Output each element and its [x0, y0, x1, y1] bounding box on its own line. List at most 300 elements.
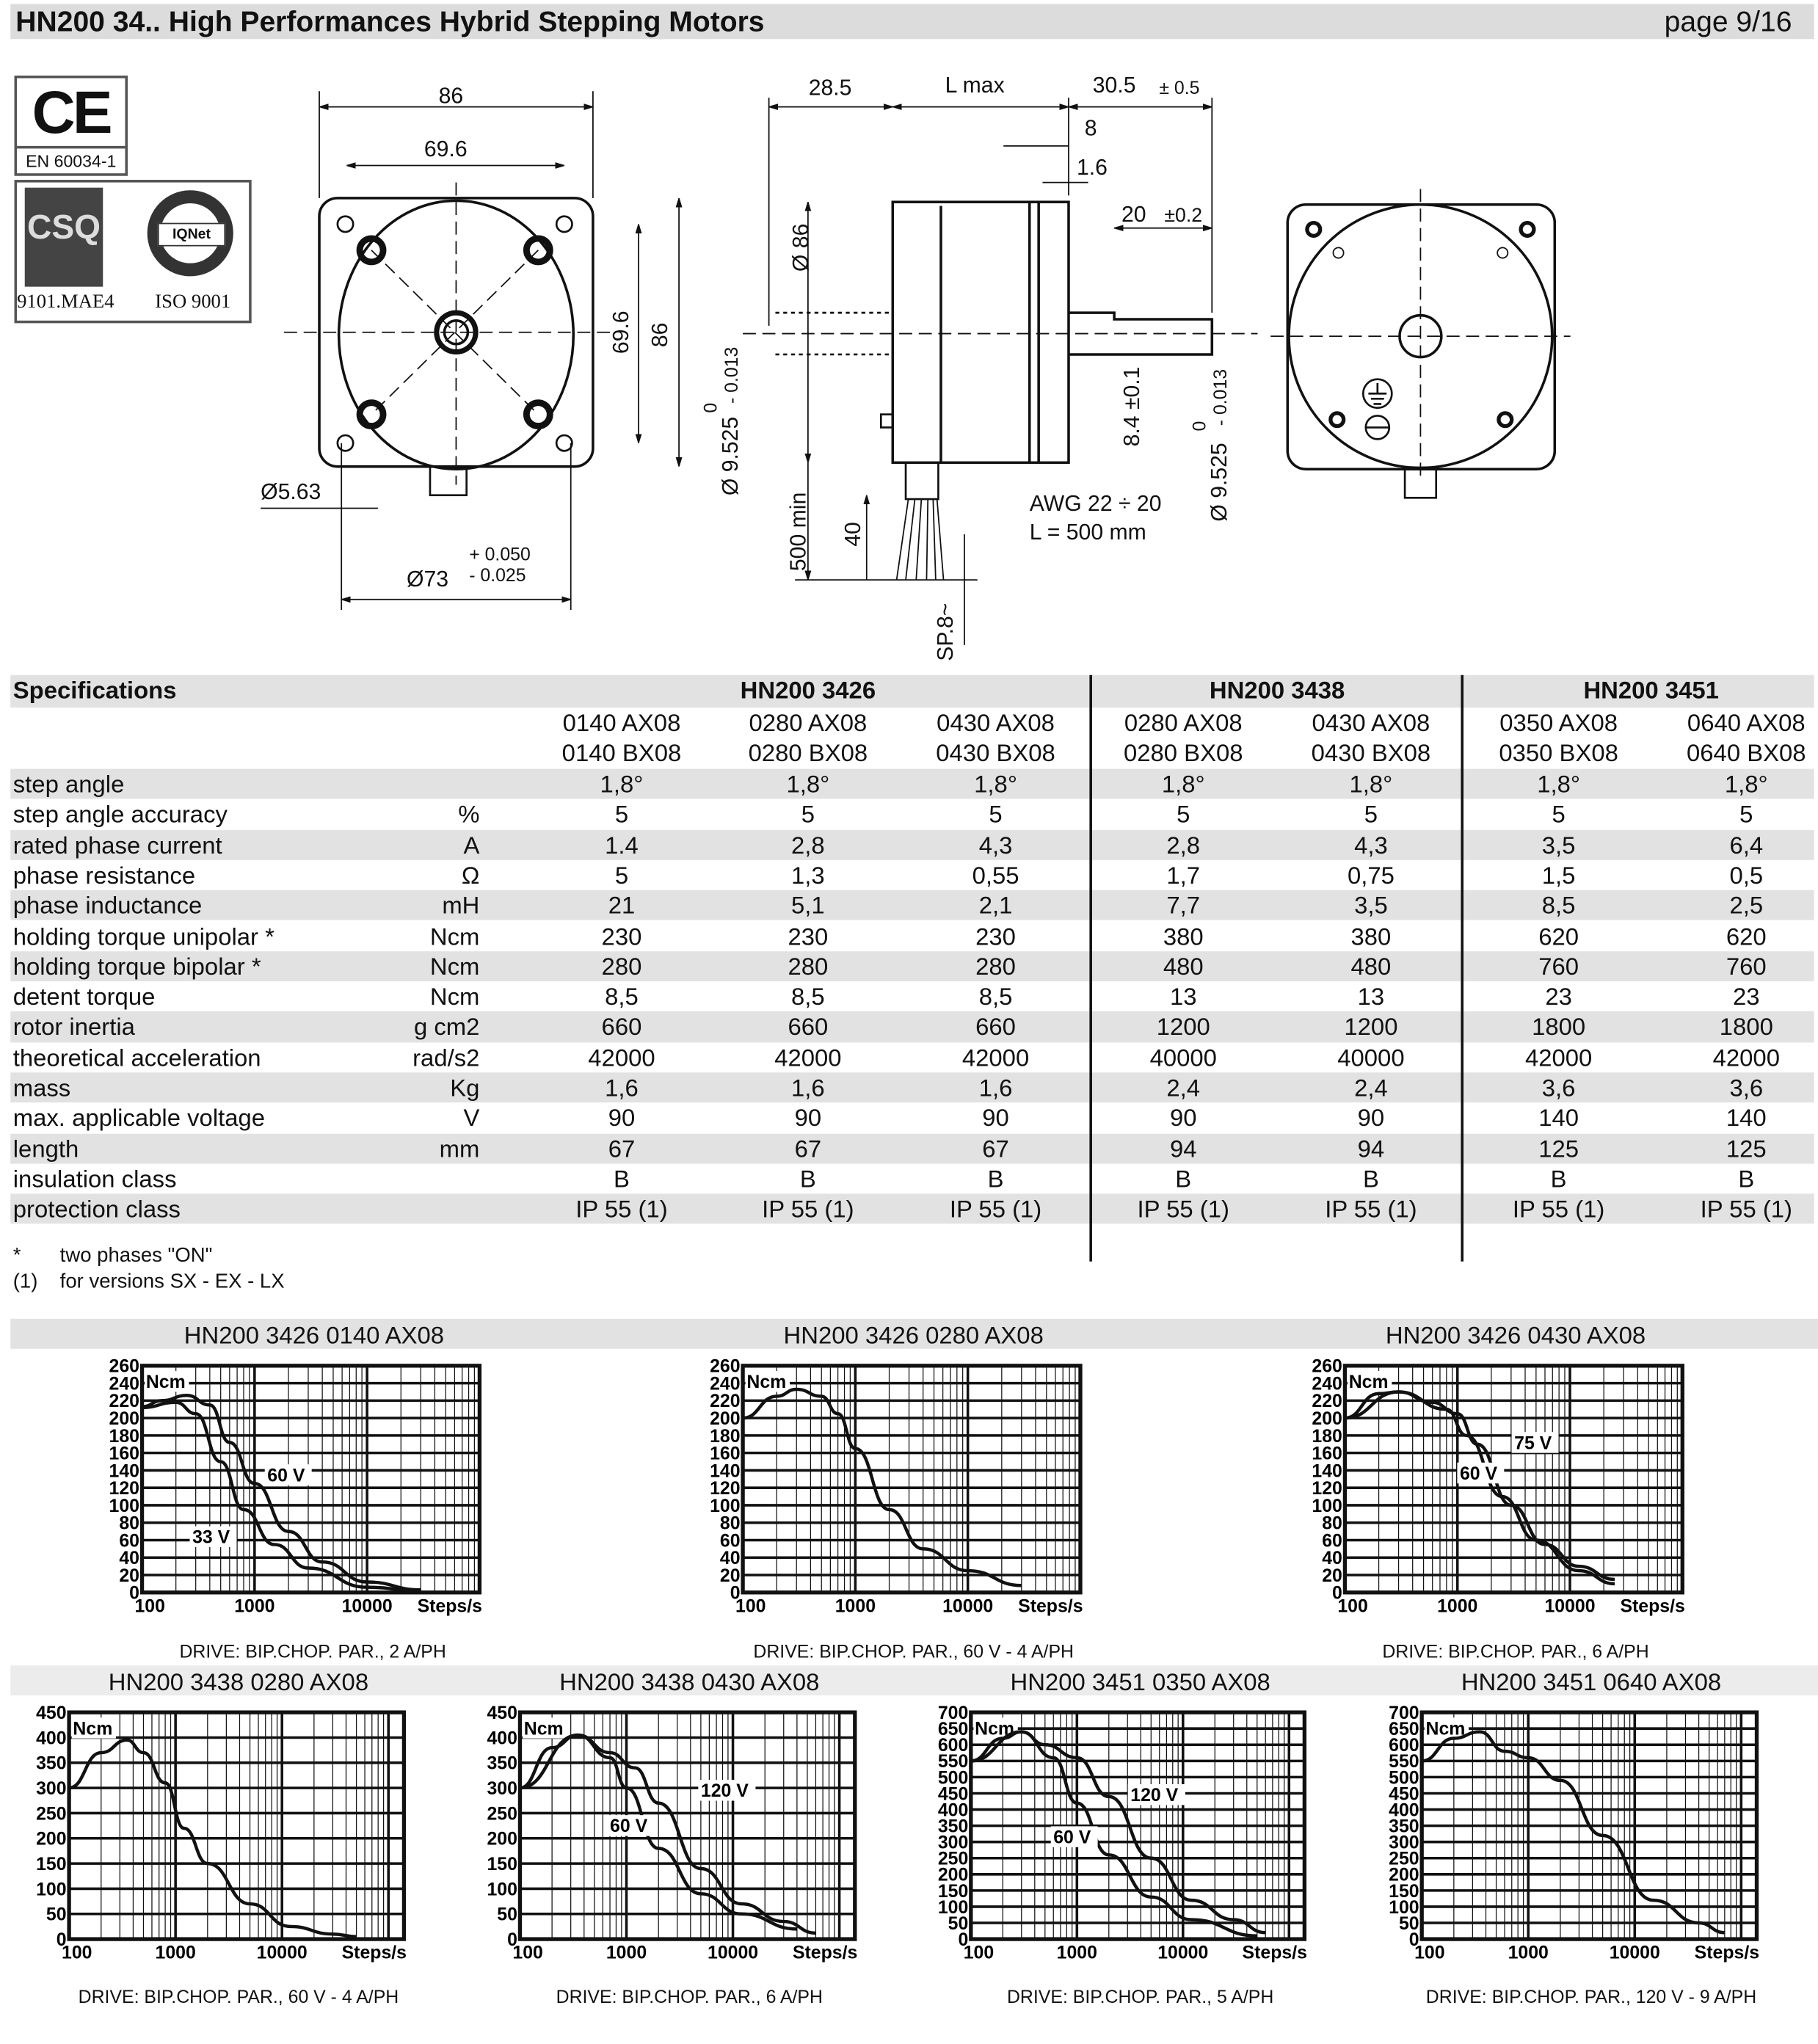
x-tick-label: 1000: [155, 1943, 196, 1963]
torque-chart: [1267, 1353, 1748, 1632]
spec-value: 94: [1169, 1134, 1197, 1163]
dim-shaft-length-tol: ± 0.5: [1159, 78, 1200, 98]
spec-value: B: [1175, 1165, 1192, 1193]
spec-value: 7,7: [1166, 891, 1201, 920]
spec-value: 125: [1538, 1134, 1579, 1163]
spec-unit: Ncm: [429, 922, 480, 950]
spec-unit: V: [463, 1104, 480, 1132]
spec-value: 1,7: [1166, 861, 1201, 889]
spec-value: 67: [794, 1134, 822, 1163]
model-group-header: HN200 3426: [740, 676, 876, 704]
y-tick-label: 0: [1408, 1930, 1419, 1950]
spec-value: 5: [1364, 800, 1378, 829]
column-divider: [1461, 675, 1464, 1262]
spec-label: theoretical acceleration: [12, 1043, 261, 1071]
y-tick-label: 160: [710, 1444, 741, 1464]
spec-value: 40000: [1149, 1043, 1217, 1071]
spec-value: 23: [1545, 982, 1572, 1011]
spec-value: 1,8°: [786, 770, 830, 798]
dim-hole-spacing-vertical: 69.6: [608, 310, 633, 354]
y-tick-label: 0: [507, 1930, 517, 1950]
y-tick-label: 60: [719, 1531, 741, 1552]
y-axis-label: Ncm: [746, 1372, 787, 1393]
y-tick-label: 20: [1322, 1565, 1342, 1586]
series-label: 33 V: [192, 1527, 230, 1548]
y-tick-label: 40: [719, 1549, 741, 1569]
x-axis-label: Steps/s: [1694, 1943, 1760, 1963]
y-tick-label: 60: [1322, 1531, 1342, 1552]
y-tick-label: 450: [487, 1703, 517, 1724]
page-title: HN200 34.. High Performances Hybrid Stepping Motors: [15, 5, 765, 38]
ce-standard: EN 60034-1: [17, 146, 125, 173]
y-tick-label: 300: [1389, 1833, 1419, 1853]
y-tick-label: 400: [1389, 1800, 1419, 1821]
spec-value: 280: [601, 952, 642, 980]
x-tick-label: 100: [1414, 1943, 1445, 1963]
y-tick-label: 100: [1312, 1496, 1342, 1516]
spec-value: 23: [1733, 982, 1760, 1011]
spec-unit: Ncm: [429, 952, 480, 980]
spec-label: step angle: [12, 770, 125, 798]
torque-chart: [0, 1699, 469, 1978]
y-tick-label: 450: [937, 1784, 969, 1805]
series-label: 60 V: [267, 1466, 305, 1486]
spec-value: 1200: [1344, 1013, 1398, 1041]
spec-unit: rad/s2: [412, 1043, 480, 1071]
spec-value: IP 55 (1): [949, 1195, 1042, 1223]
spec-value: B: [1362, 1165, 1379, 1193]
y-tick-label: 0: [958, 1930, 969, 1950]
spec-label: phase resistance: [12, 861, 196, 889]
spec-value: 2,5: [1729, 891, 1764, 920]
spec-value: IP 55 (1): [575, 1195, 668, 1223]
spec-value: 1800: [1532, 1013, 1586, 1041]
spec-value: 21: [608, 891, 636, 920]
x-tick-label: 100: [735, 1596, 766, 1617]
y-tick-label: 400: [937, 1800, 969, 1821]
footnote-mark: *: [12, 1244, 21, 1267]
spec-value: 42000: [774, 1043, 842, 1071]
spec-value: 4,3: [1354, 831, 1388, 859]
y-tick-label: 100: [109, 1496, 139, 1516]
dim-flat-length-tol: ±0.2: [1164, 203, 1203, 226]
y-tick-label: 140: [710, 1461, 741, 1482]
spec-value: 1,8°: [1349, 770, 1393, 798]
x-axis-label: Steps/s: [1242, 1943, 1307, 1963]
svg-text:- 0.013: - 0.013: [721, 346, 742, 404]
y-axis-label: Ncm: [1425, 1719, 1466, 1739]
y-tick-label: 600: [937, 1736, 969, 1756]
y-tick-label: 200: [487, 1829, 517, 1850]
y-tick-label: 180: [1312, 1426, 1342, 1447]
spec-value: 3,6: [1541, 1074, 1576, 1102]
y-tick-label: 120: [109, 1479, 139, 1499]
spec-value: 760: [1538, 952, 1579, 980]
table-row: [10, 981, 1814, 1011]
y-tick-label: 220: [710, 1392, 741, 1412]
y-tick-label: 20: [719, 1565, 741, 1586]
dim-1-6: 1.6: [1076, 155, 1108, 180]
y-tick-label: 200: [36, 1829, 67, 1850]
x-tick-label: 1000: [234, 1596, 275, 1617]
plot-frame: [520, 1712, 854, 1939]
spec-value: 5: [989, 800, 1003, 829]
table-row: [10, 829, 1814, 859]
y-tick-label: 350: [487, 1753, 517, 1774]
x-tick-label: 1000: [835, 1596, 876, 1617]
dim-flat-length: 20: [1121, 202, 1146, 227]
series-line: [142, 1403, 421, 1591]
footnote-text: two phases "ON": [59, 1244, 213, 1267]
y-tick-label: 100: [937, 1897, 969, 1918]
dim-8: 8: [1084, 116, 1097, 141]
spec-label: mass: [12, 1074, 71, 1102]
spec-value: 1,8°: [974, 770, 1017, 798]
x-tick-label: 100: [62, 1943, 92, 1963]
table-row: [10, 920, 1814, 950]
y-tick-label: 250: [36, 1804, 67, 1825]
spec-value: 1800: [1719, 1013, 1773, 1041]
y-tick-label: 400: [36, 1728, 67, 1749]
x-tick-label: 10000: [1157, 1943, 1209, 1963]
y-tick-label: 250: [487, 1804, 517, 1825]
chart-title: HN200 3426 0280 AX08: [783, 1321, 1044, 1349]
model-code: 0280 AX08: [1124, 708, 1243, 737]
x-tick-label: 1000: [1437, 1596, 1478, 1617]
spec-value: 90: [1169, 1104, 1197, 1132]
x-axis-label: Steps/s: [1620, 1596, 1685, 1617]
chart-title: HN200 3426 0140 AX08: [183, 1321, 445, 1349]
spec-value: 280: [975, 952, 1016, 980]
table-row: [10, 1163, 1814, 1193]
y-tick-label: 200: [710, 1409, 741, 1430]
y-tick-label: 600: [1389, 1736, 1419, 1756]
spec-value: 94: [1357, 1134, 1385, 1163]
series-line: [971, 1732, 1257, 1936]
spec-value: 8,5: [1541, 891, 1576, 920]
spec-value: 140: [1726, 1104, 1767, 1132]
chart-title: HN200 3451 0640 AX08: [1461, 1667, 1722, 1696]
table-row: [10, 890, 1814, 920]
spec-unit: Kg: [450, 1074, 480, 1102]
spec-value: 0,75: [1347, 861, 1395, 889]
y-tick-label: 50: [1398, 1913, 1419, 1934]
chart-title: HN200 3438 0430 AX08: [559, 1667, 820, 1696]
spec-value: 5: [801, 800, 815, 829]
torque-chart: [64, 1353, 545, 1632]
dim-hole-diameter: Ø5.63: [261, 480, 321, 505]
dim-front-width: 86: [438, 84, 464, 109]
spec-value: 3,6: [1729, 1074, 1764, 1102]
svg-text:0: 0: [1190, 421, 1210, 432]
y-tick-label: 80: [119, 1513, 139, 1534]
series-line: [1345, 1392, 1615, 1579]
spec-value: 2,8: [791, 831, 825, 859]
spec-value: 42000: [1524, 1043, 1593, 1071]
y-tick-label: 240: [109, 1374, 139, 1394]
y-tick-label: 300: [36, 1779, 67, 1800]
spec-label: rotor inertia: [12, 1013, 135, 1041]
y-tick-label: 60: [119, 1531, 139, 1552]
y-tick-label: 140: [109, 1461, 139, 1482]
y-axis-label: Ncm: [73, 1719, 113, 1739]
table-row: [10, 799, 1814, 829]
spec-value: B: [1550, 1165, 1567, 1193]
spec-unit: Ncm: [429, 982, 480, 1011]
chart-caption: DRIVE: BIP.CHOP. PAR., 6 A/PH: [1382, 1640, 1649, 1662]
chart-caption: DRIVE: BIP.CHOP. PAR., 120 V - 9 A/PH: [1425, 1986, 1757, 2007]
spec-value: 760: [1726, 952, 1767, 980]
spec-value: 280: [788, 952, 829, 980]
footnote-mark: (1): [12, 1270, 38, 1293]
table-row: [10, 1194, 1814, 1224]
x-tick-label: 100: [1337, 1596, 1368, 1617]
dim-flat-depth: 8.4 ±0.1: [1119, 366, 1144, 447]
table-row: [10, 1133, 1814, 1163]
y-tick-label: 180: [109, 1426, 139, 1447]
spec-value: 5: [1177, 800, 1190, 829]
y-tick-label: 200: [1389, 1865, 1419, 1885]
x-tick-label: 1000: [606, 1943, 647, 1963]
model-code: 0140 BX08: [561, 739, 682, 767]
torque-chart: [892, 1699, 1370, 1978]
x-tick-label: 10000: [708, 1943, 759, 1963]
y-tick-label: 200: [109, 1409, 139, 1430]
y-tick-label: 350: [937, 1816, 969, 1837]
wire-length: L = 500 mm: [1029, 520, 1146, 545]
y-tick-label: 650: [1389, 1720, 1419, 1740]
spec-value: 6,4: [1729, 831, 1764, 859]
table-row: [10, 860, 1814, 890]
spec-value: IP 55 (1): [1512, 1195, 1605, 1223]
spec-value: B: [1738, 1165, 1755, 1193]
model-code: 0140 AX08: [562, 708, 681, 737]
model-code: 0430 AX08: [1312, 708, 1430, 737]
y-tick-label: 100: [487, 1880, 517, 1900]
x-tick-label: 10000: [1609, 1943, 1660, 1963]
spec-value: 5: [614, 800, 629, 829]
spec-value: 125: [1726, 1134, 1767, 1163]
y-tick-label: 140: [1312, 1461, 1342, 1482]
spec-value: 13: [1169, 982, 1197, 1011]
ground-symbol-icon: [1363, 379, 1392, 408]
y-tick-label: 50: [497, 1905, 517, 1925]
series-label: 120 V: [1130, 1786, 1179, 1806]
y-tick-label: 150: [937, 1881, 969, 1902]
spec-value: 5: [614, 861, 629, 889]
series-label: 120 V: [700, 1781, 749, 1802]
iso-label: ISO 9001: [155, 291, 231, 313]
x-axis-label: Steps/s: [1018, 1596, 1083, 1617]
dim-body-diameter: Ø 86: [788, 223, 813, 272]
model-code: 0430 BX08: [1311, 739, 1431, 767]
column-divider: [1089, 675, 1092, 1262]
footnote-text: for versions SX - EX - LX: [59, 1270, 285, 1293]
model-code: 0430 BX08: [936, 739, 1055, 767]
spec-value: 90: [982, 1104, 1009, 1132]
iqnet-logo: IQNet: [148, 190, 233, 276]
spec-value: 13: [1357, 982, 1385, 1011]
y-tick-label: 650: [937, 1720, 969, 1740]
dim-shaft-length: 30.5: [1092, 73, 1136, 98]
spec-value: 90: [1357, 1104, 1385, 1132]
spec-value: 42000: [1712, 1043, 1780, 1071]
screw-icon: [1366, 415, 1389, 439]
table-row: [10, 1042, 1814, 1072]
spec-value: 5: [1552, 800, 1566, 829]
chart-title: HN200 3451 0350 AX08: [1010, 1667, 1270, 1696]
model-code: 0640 BX08: [1687, 739, 1806, 767]
spec-label: protection class: [12, 1195, 181, 1223]
x-tick-label: 10000: [341, 1596, 393, 1617]
spec-value: 1,6: [605, 1074, 639, 1102]
y-tick-label: 0: [1332, 1583, 1342, 1604]
page-number: page 9/16: [1664, 5, 1792, 38]
x-tick-label: 10000: [942, 1596, 994, 1617]
dim-front-height: 86: [648, 322, 673, 348]
spec-label: rated phase current: [12, 831, 222, 859]
y-tick-label: 550: [1389, 1752, 1419, 1772]
y-tick-label: 100: [36, 1880, 67, 1900]
model-group-header: HN200 3438: [1209, 676, 1345, 704]
spec-value: 380: [1163, 922, 1204, 950]
spec-unit: Ω: [461, 861, 480, 889]
spec-value: 42000: [588, 1043, 655, 1071]
spec-label: detent torque: [12, 982, 156, 1011]
series-label: 75 V: [1514, 1433, 1552, 1454]
y-tick-label: 40: [119, 1549, 139, 1569]
spec-value: 0,5: [1729, 861, 1764, 889]
y-tick-label: 20: [119, 1565, 139, 1586]
y-tick-label: 50: [46, 1905, 67, 1925]
y-tick-label: 260: [109, 1356, 139, 1377]
spec-value: 3,5: [1354, 891, 1388, 920]
spec-unit: mm: [439, 1134, 480, 1163]
dim-hole-spacing: 69.6: [423, 137, 468, 162]
spec-value: 1,3: [791, 861, 825, 889]
spec-value: 3,5: [1541, 831, 1576, 859]
wire-gauge: AWG 22 ÷ 20: [1029, 492, 1162, 517]
y-tick-label: 100: [1389, 1897, 1419, 1918]
spec-unit: mH: [442, 891, 480, 920]
spec-value: 230: [788, 922, 829, 950]
y-tick-label: 550: [937, 1752, 969, 1772]
y-tick-label: 160: [1312, 1444, 1342, 1464]
y-tick-label: 450: [1389, 1784, 1419, 1805]
x-tick-label: 100: [134, 1596, 165, 1617]
series-line: [520, 1735, 815, 1933]
y-axis-label: Ncm: [1348, 1372, 1389, 1393]
spec-value: 5,1: [791, 891, 825, 920]
y-tick-label: 450: [36, 1703, 67, 1724]
spec-value: 2,8: [1166, 831, 1201, 859]
model-code-row: [10, 738, 1814, 768]
spec-value: 67: [982, 1134, 1009, 1163]
spec-value: 1,8°: [600, 770, 644, 798]
y-tick-label: 160: [109, 1444, 139, 1464]
y-tick-label: 240: [710, 1374, 741, 1394]
y-tick-label: 0: [56, 1930, 67, 1950]
dim-rear-shaft-diameter: Ø 9.525: [718, 416, 743, 496]
table-row: [10, 1012, 1814, 1042]
y-tick-label: 300: [487, 1779, 517, 1800]
dim-40: 40: [840, 522, 865, 547]
x-axis-label: Steps/s: [417, 1596, 482, 1617]
spec-value: 1,5: [1541, 861, 1576, 889]
table-row: [10, 1103, 1814, 1133]
y-tick-label: 240: [1312, 1374, 1342, 1394]
torque-chart: [665, 1353, 1146, 1632]
y-tick-label: 700: [1389, 1703, 1419, 1724]
chart-caption: DRIVE: BIP.CHOP. PAR., 5 A/PH: [1006, 1986, 1274, 2007]
model-code: 0280 BX08: [748, 739, 868, 767]
y-tick-label: 250: [1389, 1849, 1419, 1869]
dim-rear-shaft-length: 28.5: [808, 76, 852, 101]
spec-label: insulation class: [12, 1165, 177, 1193]
spec-value: B: [614, 1165, 630, 1193]
table-row: [10, 769, 1814, 799]
dim-front-shaft-diameter: Ø 9.525: [1207, 443, 1232, 522]
spec-value: 1,8°: [1537, 770, 1581, 798]
y-tick-label: 200: [937, 1865, 969, 1885]
y-tick-label: 50: [948, 1913, 969, 1934]
series-label: 60 V: [1053, 1827, 1091, 1848]
chart-caption: DRIVE: BIP.CHOP. PAR., 60 V - 4 A/PH: [78, 1986, 399, 2007]
y-axis-label: Ncm: [145, 1372, 186, 1393]
chart-title: HN200 3438 0280 AX08: [108, 1667, 369, 1696]
y-tick-label: 350: [1389, 1816, 1419, 1837]
dim-lead-length: 500 min: [786, 492, 811, 572]
model-code: 0350 BX08: [1499, 739, 1618, 767]
torque-chart: [442, 1699, 920, 1978]
spec-value: 480: [1350, 952, 1392, 980]
y-tick-label: 40: [1322, 1549, 1342, 1569]
y-tick-label: 100: [710, 1496, 741, 1516]
series-label: 60 V: [610, 1816, 648, 1837]
model-code: 0430 AX08: [937, 708, 1055, 737]
spec-value: 480: [1163, 952, 1204, 980]
dim-pilot-diameter: Ø73: [406, 567, 449, 592]
spec-value: 1,8°: [1161, 770, 1205, 798]
model-code-row: [10, 708, 1814, 738]
torque-chart: [1344, 1699, 1818, 1978]
spec-label: length: [12, 1134, 79, 1163]
spec-value: 90: [608, 1104, 636, 1132]
chart-caption: DRIVE: BIP.CHOP. PAR., 60 V - 4 A/PH: [753, 1640, 1074, 1662]
svg-text:0: 0: [701, 402, 721, 413]
y-tick-label: 180: [710, 1426, 741, 1447]
y-tick-label: 500: [1389, 1768, 1419, 1789]
table-row: [10, 1072, 1814, 1102]
y-tick-label: 400: [487, 1728, 517, 1749]
y-tick-label: 0: [730, 1583, 741, 1604]
y-tick-label: 120: [1312, 1479, 1342, 1499]
model-group-header: HN200 3451: [1583, 676, 1719, 704]
table-heading: Specifications: [12, 676, 177, 704]
y-tick-label: 300: [937, 1833, 969, 1853]
y-tick-label: 120: [710, 1479, 741, 1499]
spec-value: 8,5: [978, 982, 1013, 1011]
spec-value: 1200: [1156, 1013, 1210, 1041]
spec-value: IP 55 (1): [762, 1195, 854, 1223]
y-tick-label: 80: [1322, 1513, 1342, 1534]
x-tick-label: 1000: [1056, 1943, 1097, 1963]
spec-value: 0,55: [972, 861, 1019, 889]
spec-value: 1,6: [791, 1074, 825, 1102]
spec-value: 67: [608, 1134, 636, 1163]
x-tick-label: 100: [963, 1943, 995, 1963]
chart-caption: DRIVE: BIP.CHOP. PAR., 2 A/PH: [179, 1640, 446, 1662]
